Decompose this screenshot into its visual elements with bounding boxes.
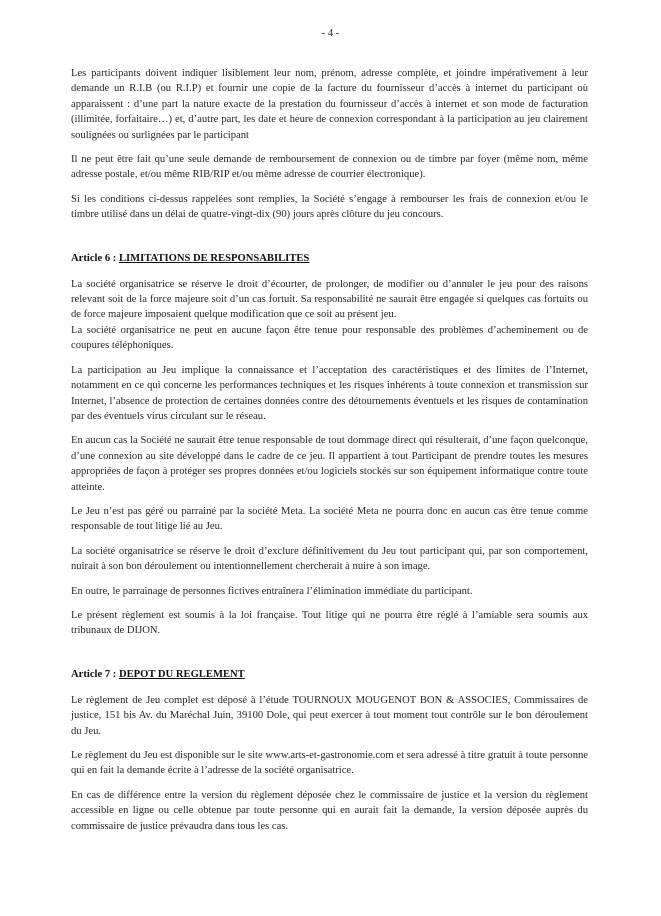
page-content bbox=[71, 66, 588, 843]
intro-paragraph-2: Il ne peut être fait qu’une seule demande de remboursement de connexion ou de timbre par foyer (même nom, même adresse postale, et/ou même RIB/RIP et/ou même adresse de courrier électronique). bbox=[71, 154, 588, 181]
article-6-paragraph-6: La société organisatrice se réserve le droit d’exclure définitivement du Jeu tout participant qui, par son comportement, nuirait à son bon déroulement ou intentionnellement chercherait à nuire à son image. bbox=[71, 545, 588, 573]
article-6-paragraph-2: La société organisatrice ne peut en aucune façon être tenue pour responsable des problèmes d’acheminement ou de coupures téléphoniques. bbox=[71, 324, 588, 352]
article-7-heading bbox=[71, 667, 588, 682]
article-6-label: Article 6 : bbox=[71, 252, 117, 264]
article-6-paragraph-3: La participation au Jeu implique la connaissance et l’acceptation des caractéristiques et des limites de l’Internet, notamment en ce qui concerne les performances techniques et les risques inhérents à toute connexion et transmission sur Internet, l’absence de protection de certaines données contre des détournements éventuels et les risques de contamination par des éventuels virus circulant sur le réseau. bbox=[71, 364, 588, 422]
article-7-title: DEPOT DU REGLEMENT bbox=[118, 668, 245, 680]
article-7-label: Article 7 : bbox=[71, 668, 117, 680]
article-6-heading bbox=[71, 251, 588, 266]
intro-paragraph-3: Si les conditions ci-dessus rappelées sont remplies, la Société s’engage à rembourser les frais de connexion et/ou le timbre utilisé dans un délai de quatre-vingt-dix (90) jours après clôture du jeu concours. bbox=[71, 193, 588, 221]
article-6-paragraph-1: La société organisatrice se réserve le droit d’écourter, de prolonger, de modifier ou d’annuler le jeu pour des raisons relevant soit de la force majeure soit d’un cas fortuit. Sa responsabilité ne saurait être engagée si quelques cas fortuits ou de force majeure imposaient quelque modification que ce soit au présent jeu. bbox=[71, 278, 588, 321]
article-6-paragraph-8: Le présent règlement est soumis à la loi française. Tout litige qui ne pourra être réglé à l’amiable sera soumis aux tribunaux de DIJON. bbox=[71, 609, 588, 637]
article-7-paragraph-2: Le règlement du Jeu est disponible sur le site www.arts-et-gastronomie.com et sera adressé à titre gratuit à toute personne qui en fait la demande écrite à l’adresse de la société organisatrice. bbox=[71, 750, 588, 777]
article-6-paragraph-7: En outre, le parrainage de personnes fictives entraînera l’élimination immédiate du participant. bbox=[71, 585, 473, 597]
article-6-title: LIMITATIONS DE RESPONSABILITES bbox=[118, 252, 310, 264]
intro-paragraph-1: Les participants doivent indiquer lisiblement leur nom, prénom, adresse complète, et joindre impérativement à leur demande un R.I.B (ou R.I.P) et fournir une copie de la facture du fournisseur d’accès à internet du participant où apparaissent : d’une part la nature exacte de la prestation du fournisseur d’accès à internet et son mode de facturation (illimitée, forfaitaire…) et, d’autre part, les date et heure de connexion correspondant à la participation au jeu clairement soulignées ou surlignées par le participant bbox=[71, 68, 588, 141]
article-7-paragraph-1: Le règlement de Jeu complet est déposé à l’étude TOURNOUX MOUGENOT BON & ASSOCIES, Commissaires de justice, 151 bis Av. du Maréchal Juin, 39100 Dole, qui peut exercer à tout moment tout contrôle sur le bon déroulement du Jeu. bbox=[71, 694, 588, 737]
article-7-paragraph-3: En cas de différence entre la version du règlement déposée chez le commissaire de justice et la version du règlement accessible en ligne ou celle obtenue par toute personne qui en aurait fait la demande, la version déposée auprès du commissaire de justice prévaudra dans tous les cas. bbox=[71, 789, 588, 832]
article-6-paragraph-4: En aucun cas la Société ne saurait être tenue responsable de tout dommage direct qui résulterait, d’une façon quelconque, d’une connexion au site développé dans le cadre de ce jeu. Il appartient à tout Participant de prendre toutes les mesures appropriées de façon à protéger ses propres données et/ou logiciels stockés sur son équipement informatique contre toute atteinte. bbox=[71, 435, 588, 493]
page-number: - 4 - bbox=[321, 28, 340, 39]
article-6-paragraph-5: Le Jeu n’est pas géré ou parrainé par la société Meta. La société Meta ne pourra donc en aucun cas être tenue comme responsable de tout litige lié au Jeu. bbox=[71, 505, 588, 533]
